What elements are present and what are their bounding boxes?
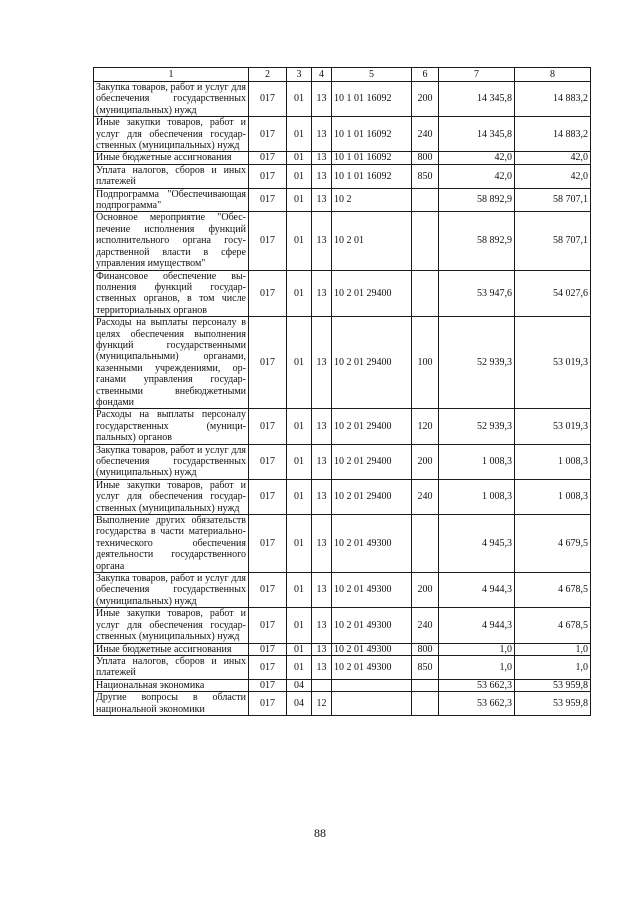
subsection-code: 13 [312,479,332,514]
amount-year-1: 4 944,3 [439,573,515,608]
expense-name: Иные бюджетные ассигнования [94,643,249,655]
subsection-code: 13 [312,117,332,152]
ministry-code: 017 [249,188,287,212]
subsection-code: 13 [312,608,332,643]
target-article-code: 10 2 01 49300 [332,655,412,679]
expense-name: Закупка товаров, работ и услуг для обеспечения государственных (муниципальных) нужд [94,444,249,479]
ministry-code: 017 [249,212,287,270]
table-body [94,82,591,716]
section-code: 04 [287,679,312,691]
amount-year-2: 53 959,8 [515,679,591,691]
amount-year-1: 14 345,8 [439,117,515,152]
amount-year-1: 1,0 [439,643,515,655]
table-row [94,479,591,514]
expense-name: Иные закупки товаров, работ и услуг для обеспечения государственных (муниципальных) нужд [94,117,249,152]
table-row [94,317,591,409]
column-header: 1 [94,68,249,82]
target-article-code: 10 1 01 16092 [332,164,412,188]
section-code: 01 [287,655,312,679]
amount-year-2: 4 678,5 [515,573,591,608]
column-header: 8 [515,68,591,82]
amount-year-2: 53 019,3 [515,317,591,409]
amount-year-1: 42,0 [439,164,515,188]
section-code: 01 [287,270,312,317]
expense-name: Уплата налогов, сборов и иных платежей [94,164,249,188]
expense-type-code: 200 [412,444,439,479]
subsection-code: 13 [312,212,332,270]
table-row [94,573,591,608]
section-code: 01 [287,515,312,573]
amount-year-2: 1,0 [515,643,591,655]
section-code: 01 [287,409,312,444]
subsection-code: 13 [312,317,332,409]
section-code: 01 [287,444,312,479]
section-code: 01 [287,608,312,643]
table-row [94,270,591,317]
table-row [94,444,591,479]
section-code: 01 [287,212,312,270]
expense-name: Другие вопросы в области национальной экономики [94,692,249,716]
amount-year-2: 54 027,6 [515,270,591,317]
expense-type-code: 240 [412,117,439,152]
section-code: 01 [287,117,312,152]
ministry-code: 017 [249,317,287,409]
amount-year-1: 14 345,8 [439,82,515,117]
expense-type-code: 240 [412,608,439,643]
amount-year-2: 1 008,3 [515,479,591,514]
expense-name: Финансовое обеспечение выполнения функций государственных органов, в том числе территориальных органов [94,270,249,317]
amount-year-1: 53 947,6 [439,270,515,317]
amount-year-1: 58 892,9 [439,188,515,212]
ministry-code: 017 [249,82,287,117]
amount-year-2: 4 678,5 [515,608,591,643]
expense-name: Расходы на выплаты персоналу государственных (муниципальных) органов [94,409,249,444]
table-row [94,212,591,270]
target-article-code: 10 2 01 49300 [332,608,412,643]
section-code: 01 [287,82,312,117]
table-row [94,655,591,679]
amount-year-1: 53 662,3 [439,692,515,716]
target-article-code: 10 2 01 29400 [332,270,412,317]
amount-year-2: 53 959,8 [515,692,591,716]
expense-type-code: 200 [412,573,439,608]
section-code: 01 [287,317,312,409]
expense-type-code: 800 [412,152,439,164]
expense-name: Иные бюджетные ассигнования [94,152,249,164]
amount-year-1: 53 662,3 [439,679,515,691]
expense-name: Расходы на выплаты персоналу в целях обеспечения выполнения функций государственными (муниципальными) органами, казенными учреждениями, органами управления государственными внебюджетными фондами [94,317,249,409]
ministry-code: 017 [249,270,287,317]
target-article-code: 10 2 01 29400 [332,317,412,409]
page-number: 88 [314,826,326,840]
column-header: 6 [412,68,439,82]
expense-type-code [412,515,439,573]
table-row [94,188,591,212]
table-row [94,117,591,152]
subsection-code: 13 [312,409,332,444]
table-row [94,515,591,573]
expense-type-code [412,692,439,716]
target-article-code: 10 2 [332,188,412,212]
expense-name: Закупка товаров, работ и услуг для обеспечения государственных (муниципальных) нужд [94,573,249,608]
amount-year-2: 14 883,2 [515,117,591,152]
amount-year-1: 52 939,3 [439,317,515,409]
subsection-code: 13 [312,655,332,679]
subsection-code: 13 [312,152,332,164]
target-article-code: 10 2 01 49300 [332,643,412,655]
ministry-code: 017 [249,409,287,444]
budget-table [93,67,591,716]
section-code: 01 [287,479,312,514]
section-code: 04 [287,692,312,716]
expense-name: Основное мероприятие "Обеспечение исполнения функций исполнительного органа государственной власти в сфере управления имуществом" [94,212,249,270]
table-row [94,409,591,444]
expense-type-code: 800 [412,643,439,655]
expense-name: Уплата налогов, сборов и иных платежей [94,655,249,679]
table-row [94,164,591,188]
target-article-code: 10 2 01 49300 [332,573,412,608]
target-article-code: 10 2 01 29400 [332,444,412,479]
expense-type-code [412,212,439,270]
table-header-row [94,68,591,82]
table-row [94,608,591,643]
amount-year-2: 14 883,2 [515,82,591,117]
ministry-code: 017 [249,117,287,152]
target-article-code: 10 2 01 49300 [332,515,412,573]
table-row [94,692,591,716]
amount-year-2: 1 008,3 [515,444,591,479]
ministry-code: 017 [249,152,287,164]
table-row [94,643,591,655]
amount-year-2: 53 019,3 [515,409,591,444]
ministry-code: 017 [249,608,287,643]
target-article-code: 10 1 01 16092 [332,117,412,152]
subsection-code: 13 [312,643,332,655]
section-code: 01 [287,164,312,188]
expense-name: Закупка товаров, работ и услуг для обеспечения государственных (муниципальных) нужд [94,82,249,117]
expense-name: Иные закупки товаров, работ и услуг для обеспечения государственных (муниципальных) нужд [94,608,249,643]
expense-type-code [412,270,439,317]
ministry-code: 017 [249,655,287,679]
target-article-code: 10 2 01 29400 [332,479,412,514]
amount-year-2: 58 707,1 [515,188,591,212]
amount-year-2: 58 707,1 [515,212,591,270]
subsection-code [312,679,332,691]
ministry-code: 017 [249,164,287,188]
subsection-code: 13 [312,515,332,573]
table-row [94,82,591,117]
expense-name: Национальная экономика [94,679,249,691]
subsection-code: 13 [312,270,332,317]
ministry-code: 017 [249,573,287,608]
subsection-code: 13 [312,573,332,608]
ministry-code: 017 [249,643,287,655]
amount-year-1: 4 945,3 [439,515,515,573]
expense-type-code: 850 [412,164,439,188]
section-code: 01 [287,188,312,212]
subsection-code: 13 [312,82,332,117]
expense-type-code: 850 [412,655,439,679]
section-code: 01 [287,573,312,608]
amount-year-2: 1,0 [515,655,591,679]
column-header: 2 [249,68,287,82]
subsection-code: 13 [312,444,332,479]
expense-type-code [412,188,439,212]
ministry-code: 017 [249,515,287,573]
expense-type-code [412,679,439,691]
target-article-code: 10 1 01 16092 [332,152,412,164]
expense-type-code: 240 [412,479,439,514]
target-article-code [332,679,412,691]
ministry-code: 017 [249,479,287,514]
target-article-code [332,692,412,716]
column-header: 7 [439,68,515,82]
subsection-code: 13 [312,164,332,188]
amount-year-1: 42,0 [439,152,515,164]
expense-name: Подпрограмма "Обеспечивающая подпрограмма" [94,188,249,212]
column-header: 4 [312,68,332,82]
expense-type-code: 120 [412,409,439,444]
column-header: 5 [332,68,412,82]
amount-year-2: 42,0 [515,164,591,188]
table-row [94,152,591,164]
amount-year-1: 1 008,3 [439,479,515,514]
expense-name: Иные закупки товаров, работ и услуг для обеспечения государственных (муниципальных) нужд [94,479,249,514]
amount-year-1: 4 944,3 [439,608,515,643]
ministry-code: 017 [249,692,287,716]
amount-year-1: 52 939,3 [439,409,515,444]
section-code: 01 [287,152,312,164]
target-article-code: 10 2 01 29400 [332,409,412,444]
subsection-code: 13 [312,188,332,212]
expense-type-code: 200 [412,82,439,117]
table-row [94,679,591,691]
ministry-code: 017 [249,444,287,479]
amount-year-2: 42,0 [515,152,591,164]
subsection-code: 12 [312,692,332,716]
section-code: 01 [287,643,312,655]
target-article-code: 10 1 01 16092 [332,82,412,117]
expense-type-code: 100 [412,317,439,409]
amount-year-1: 58 892,9 [439,212,515,270]
ministry-code: 017 [249,679,287,691]
column-header: 3 [287,68,312,82]
amount-year-2: 4 679,5 [515,515,591,573]
expense-name: Выполнение других обязательств государства в части материально-технического обеспечения деятельности государственного органа [94,515,249,573]
target-article-code: 10 2 01 [332,212,412,270]
amount-year-1: 1 008,3 [439,444,515,479]
amount-year-1: 1,0 [439,655,515,679]
